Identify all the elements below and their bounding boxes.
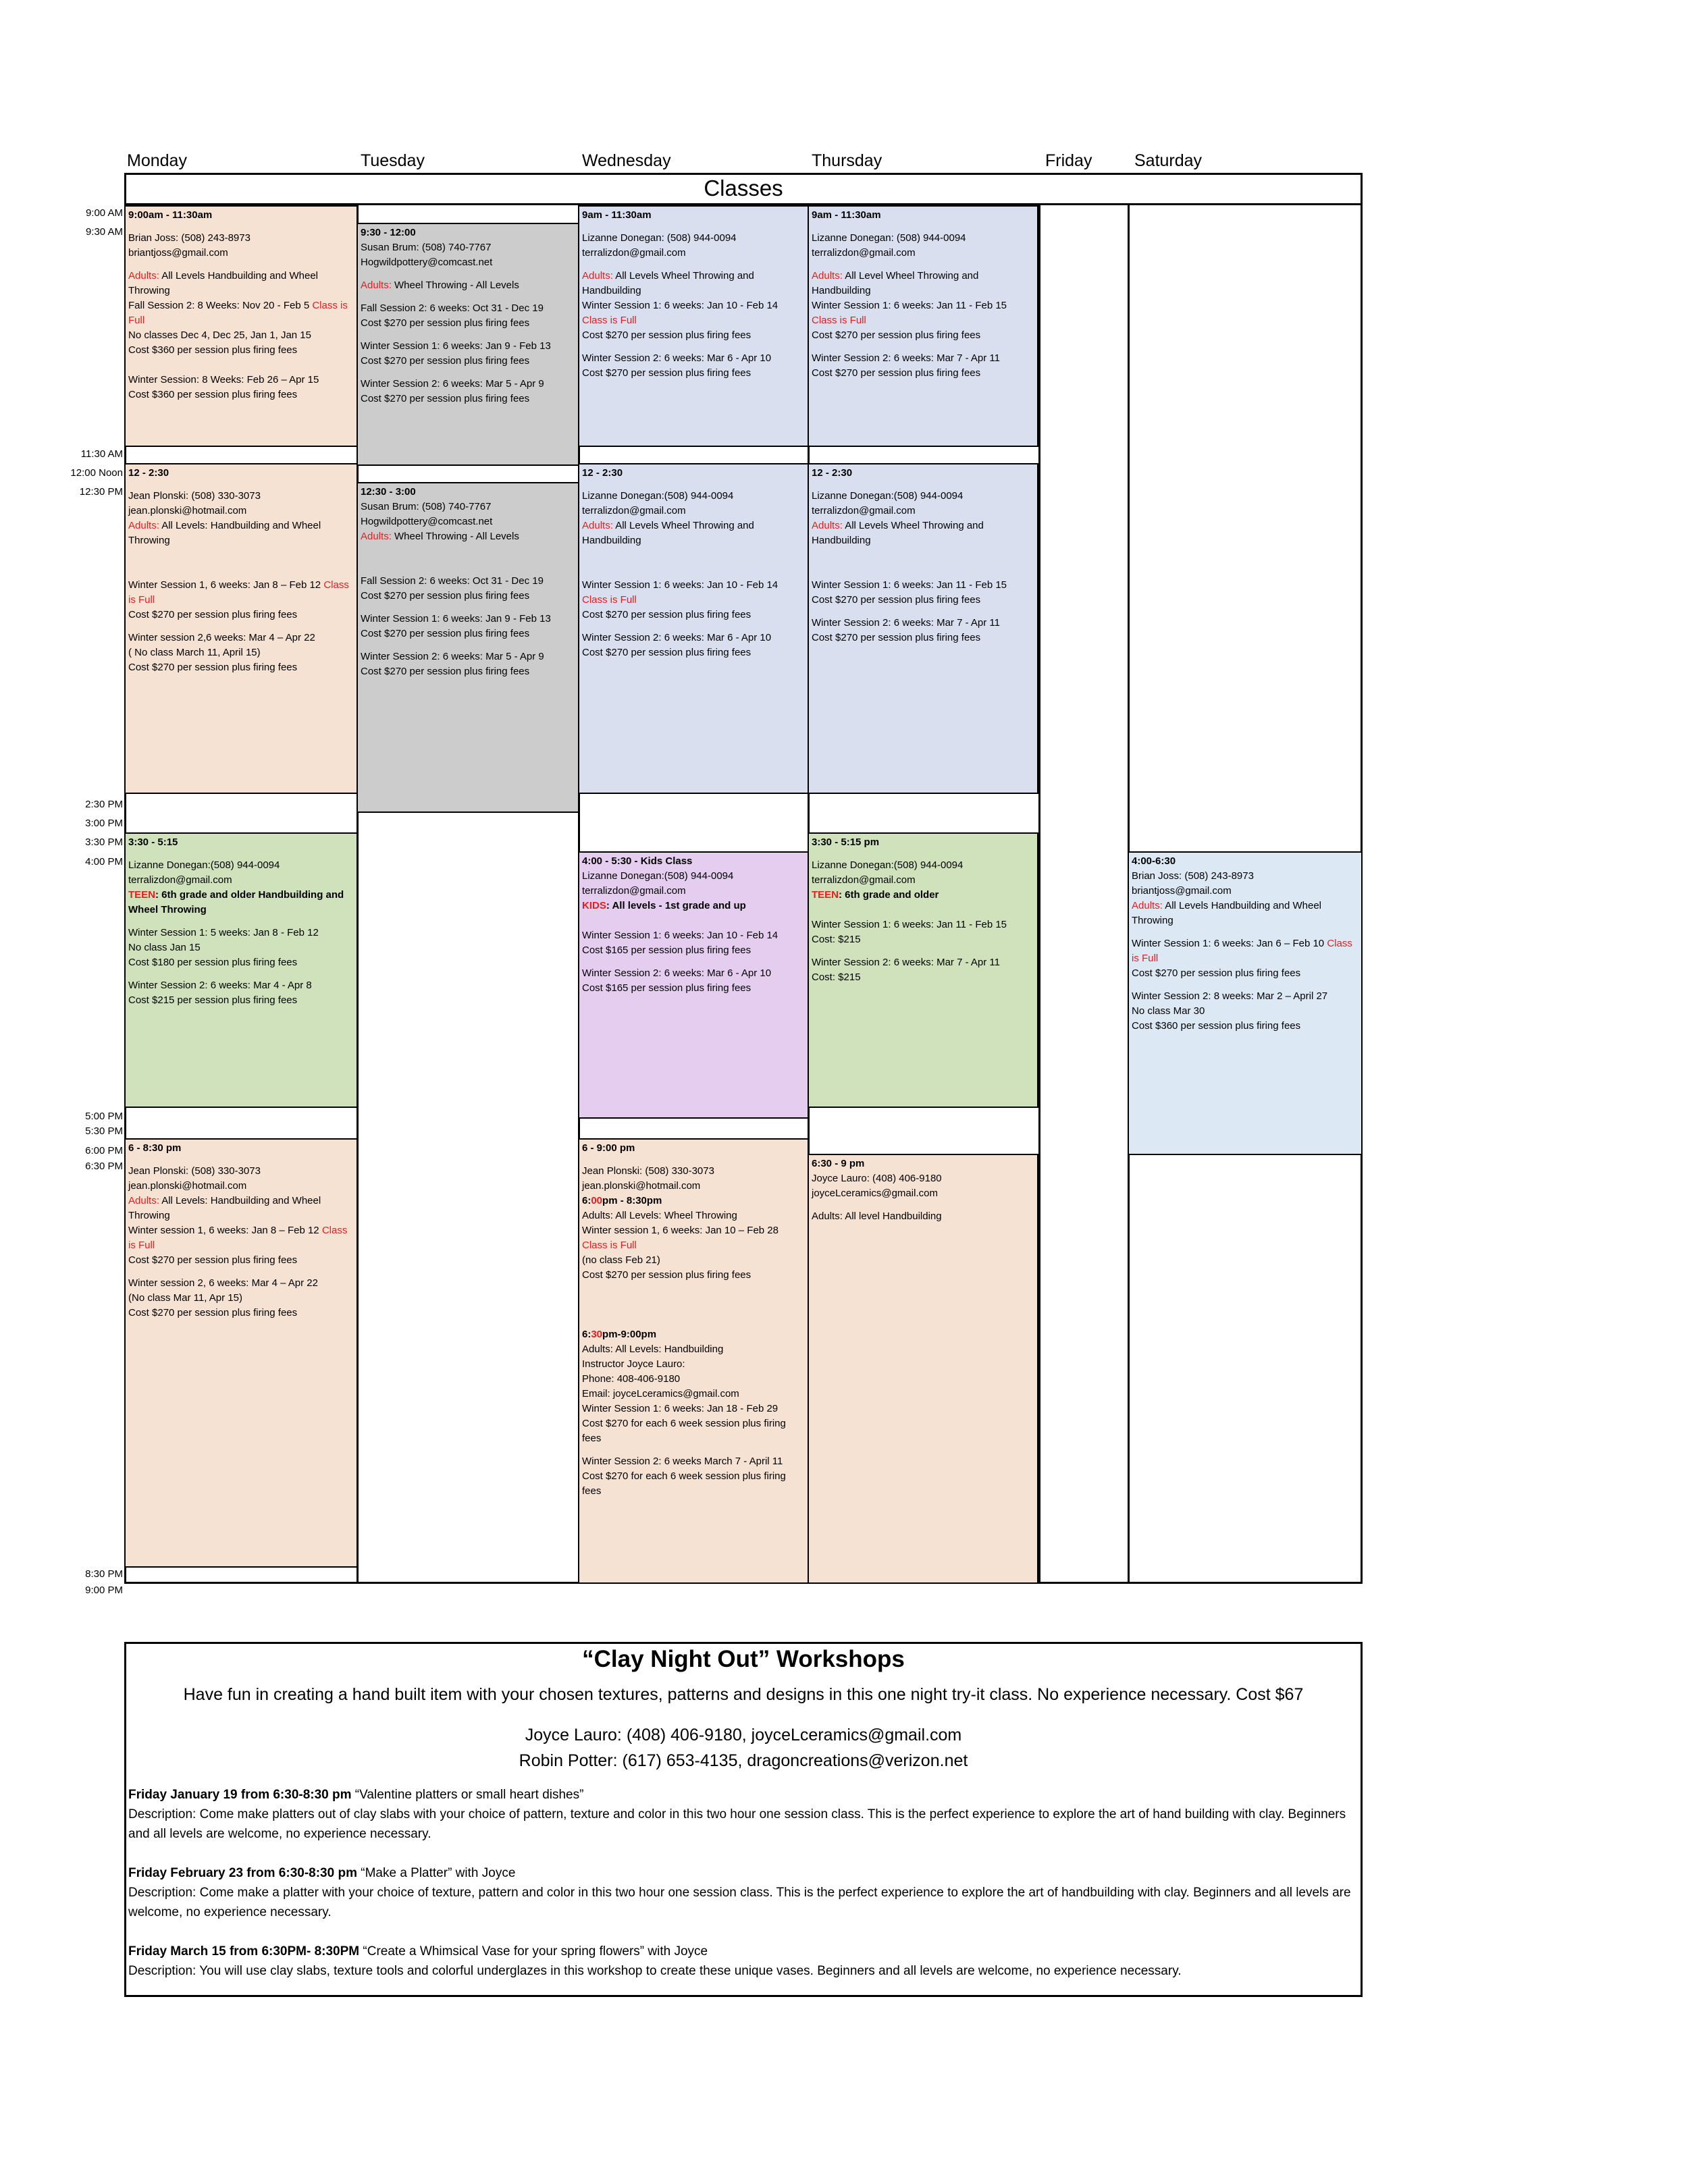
class-line: Lizanne Donegan: (508) 944-0094 xyxy=(582,232,737,244)
class-line: Cost: $215 xyxy=(812,934,861,945)
class-line xyxy=(361,270,575,278)
class-line: Cost $270 per session plus firing fees xyxy=(128,662,298,673)
class-line: TEEN: 6th grade and older xyxy=(812,889,939,901)
class-block-mon-eve xyxy=(124,1138,358,1568)
class-block-wed-noon xyxy=(578,463,809,794)
class-line xyxy=(812,481,1034,489)
class-block-thu-noon xyxy=(808,463,1038,794)
class-line: Adults: All Levels Wheel Throwing and Handbuilding xyxy=(582,520,754,546)
class-line: 12 - 2:30 xyxy=(582,467,623,479)
class-line: Winter Session 2: 6 weeks March 7 - April 11 xyxy=(582,1456,783,1467)
class-line xyxy=(128,917,354,926)
class-line: Cost $270 per session plus firing fees xyxy=(1132,967,1301,979)
class-block-thu-teen xyxy=(808,832,1038,1108)
class-line: terralizdon@gmail.com xyxy=(582,885,686,897)
time-label: 3:30 PM xyxy=(85,836,123,848)
class-line: Winter Session 1: 6 weeks: Jan 11 - Feb 15 Class is Full xyxy=(812,300,1007,326)
event-description: Description: You will use clay slabs, texture tools and colorful underglazes in this workshop to create these unique vases. Beginners and all levels are welcome, no experience necessary. xyxy=(128,1964,1182,1978)
time-label: 8:30 PM xyxy=(85,1568,123,1580)
class-line: 6:30 - 9 pm xyxy=(812,1158,865,1169)
day-wednesday: Wednesday xyxy=(582,151,671,170)
class-line xyxy=(582,1312,805,1327)
class-block-mon-teen xyxy=(124,832,358,1108)
class-line: (no class Feb 21) xyxy=(582,1254,660,1266)
time-label: 9:30 AM xyxy=(85,226,123,238)
class-line: Adults: All Levels: Handbuilding and Wheel Throwing xyxy=(128,1195,321,1221)
class-line: Adults: All level Handbuilding xyxy=(812,1210,942,1222)
class-line: 6:00pm - 8:30pm xyxy=(582,1195,662,1206)
time-label: 5:00 PM xyxy=(85,1111,123,1122)
day-thursday: Thursday xyxy=(812,151,882,170)
class-line: jean.plonski@hotmail.com xyxy=(128,505,247,516)
time-label: 11:30 AM xyxy=(80,448,123,460)
class-line: Winter session 2, 6 weeks: Mar 4 – Apr 22 xyxy=(128,1277,318,1289)
class-line: Cost $360 per session plus firing fees xyxy=(1132,1020,1301,1032)
class-line: terralizdon@gmail.com xyxy=(812,505,916,516)
day-monday: Monday xyxy=(127,151,187,170)
time-label: 2:30 PM xyxy=(85,799,123,810)
class-line: Cost $270 for each 6 week session plus firing fees xyxy=(582,1418,786,1444)
class-line: Cost $270 per session plus firing fees xyxy=(582,647,751,658)
class-line xyxy=(812,223,1034,231)
event-date: Friday March 15 from 6:30PM- 8:30PM xyxy=(128,1944,360,1959)
class-line xyxy=(582,261,805,269)
class-line xyxy=(582,343,805,351)
class-line xyxy=(812,343,1034,351)
class-line: (No class Mar 11, Apr 15) xyxy=(128,1292,242,1304)
class-line: Cost $270 per session plus firing fees xyxy=(582,329,751,341)
class-line: 3:30 - 5:15 xyxy=(128,836,178,848)
class-line: Cost $270 for each 6 week session plus firing fees xyxy=(582,1470,786,1497)
column-divider xyxy=(1038,205,1040,1584)
class-line: Winter Session 1: 6 weeks: Jan 10 - Feb 14 xyxy=(582,930,779,941)
class-line: Cost $270 per session plus firing fees xyxy=(812,632,981,643)
time-label: 12:30 PM xyxy=(79,486,123,498)
class-line: briantjoss@gmail.com xyxy=(1132,885,1232,897)
class-line: Phone: 408-406-9180 xyxy=(582,1373,681,1385)
class-line xyxy=(582,958,805,966)
class-line: Cost $270 per session plus firing fees xyxy=(812,594,981,606)
class-line: Winter Session 1: 6 weeks: Jan 18 - Feb 29 xyxy=(582,1403,779,1414)
class-line: Adults: All Levels: Handbuilding xyxy=(582,1343,724,1355)
event-description: Description: Come make platters out of clay slabs with your choice of pattern, texture and color in this two hour one session class. This is the perfect experience to explore the art of hand building with clay. Beginners and all levels are welcome, no experience necessary. xyxy=(128,1807,1346,1841)
class-line: Adults: All Levels Handbuilding and Wheel Throwing xyxy=(128,270,319,296)
class-line: Winter Session 1: 5 weeks: Jan 8 - Feb 12 xyxy=(128,927,319,938)
class-line: Cost: $215 xyxy=(812,971,861,983)
class-line: Cost $270 per session plus firing fees xyxy=(361,666,530,677)
class-line: terralizdon@gmail.com xyxy=(812,247,916,259)
workshop-event xyxy=(128,1863,1359,1922)
class-line: Cost $270 per session plus firing fees xyxy=(361,317,530,329)
class-line: Class is Full xyxy=(582,1240,637,1251)
class-line xyxy=(812,850,1034,858)
class-block-thu-am xyxy=(808,205,1038,447)
class-line: Cost $165 per session plus firing fees xyxy=(582,944,751,956)
class-line: 6:30pm-9:00pm xyxy=(582,1329,657,1340)
class-line: Winter Session 2: 6 weeks: Mar 7 - Apr 11 xyxy=(812,352,1001,364)
workshops-contact-joyce: Joyce Lauro: (408) 406-9180, joyceLceramics@gmail.com xyxy=(525,1726,962,1744)
class-line: Winter Session 1: 6 weeks: Jan 11 - Feb 15 xyxy=(812,919,1007,930)
class-line xyxy=(582,1283,805,1312)
class-line xyxy=(582,1156,805,1164)
class-line: Winter Session 1, 6 weeks: Jan 8 – Feb 12 Class is Full xyxy=(128,579,349,606)
time-label: 9:00 AM xyxy=(85,207,123,219)
class-line: Winter Session 2: 6 weeks: Mar 6 - Apr 10 xyxy=(582,632,772,643)
class-line: Brian Joss: (508) 243-8973 xyxy=(128,232,250,244)
class-line: Winter Session 1: 6 weeks: Jan 9 - Feb 13 xyxy=(361,340,551,352)
class-line: Adults: All Levels Wheel Throwing and Handbuilding xyxy=(812,520,984,546)
class-line xyxy=(582,223,805,231)
class-line: Winter Session 2: 6 weeks: Mar 6 - Apr 10 xyxy=(582,967,772,979)
class-line: Cost $270 per session plus firing fees xyxy=(361,628,530,639)
class-line: jean.plonski@hotmail.com xyxy=(128,1180,247,1192)
class-line xyxy=(361,544,575,574)
class-line: Fall Session 2: 6 weeks: Oct 31 - Dec 19 xyxy=(361,575,544,587)
class-line: Cost $270 per session plus firing fees xyxy=(128,1254,298,1266)
class-line: Lizanne Donegan:(508) 944-0094 xyxy=(812,490,964,502)
class-line: Winter session 1, 6 weeks: Jan 8 – Feb 12 Class is Full xyxy=(128,1225,348,1251)
class-line: terralizdon@gmail.com xyxy=(582,247,686,259)
class-line xyxy=(582,913,805,928)
class-line xyxy=(812,947,1034,955)
class-line: TEEN: 6th grade and older Handbuilding and Wheel Throwing xyxy=(128,889,344,915)
class-line: briantjoss@gmail.com xyxy=(128,247,228,259)
class-line: Lizanne Donegan:(508) 944-0094 xyxy=(582,490,734,502)
class-line xyxy=(361,641,575,649)
class-line xyxy=(812,548,1034,578)
class-line: Lizanne Donegan: (508) 944-0094 xyxy=(812,232,966,244)
class-line: Winter session 2,6 weeks: Mar 4 – Apr 22 xyxy=(128,632,315,643)
class-line: Winter Session 1: 6 weeks: Jan 10 - Feb 14 Class is Full xyxy=(582,300,779,326)
class-line: Jean Plonski: (508) 330-3073 xyxy=(128,1165,261,1177)
class-line: 9:30 - 12:00 xyxy=(361,227,416,238)
class-line: Cost $215 per session plus firing fees xyxy=(128,994,298,1006)
class-line: Cost $270 per session plus firing fees xyxy=(128,609,298,620)
class-block-wed-kids xyxy=(578,851,809,1119)
class-line: No class Mar 30 xyxy=(1132,1005,1205,1017)
class-line: Cost $180 per session plus firing fees xyxy=(128,957,298,968)
event-description: Description: Come make a platter with your choice of texture, pattern and color in this two hour one session class. This is the perfect experience to explore the art of handbuilding with clay. Beginners and all levels are welcome, no experience necessary. xyxy=(128,1886,1351,1919)
class-line: 4:00 - 5:30 - Kids Class xyxy=(582,855,693,867)
class-block-thu-eve xyxy=(808,1154,1038,1584)
class-line: Hogwildpottery@comcast.net xyxy=(361,516,493,527)
class-line xyxy=(361,369,575,377)
class-block-wed-am xyxy=(578,205,809,447)
time-label: 12:00 Noon xyxy=(70,467,123,479)
class-line: No class Jan 15 xyxy=(128,942,201,953)
class-line xyxy=(128,481,354,489)
class-line: Adults: All Levels: Handbuilding and Wheel Throwing xyxy=(128,520,321,546)
class-line: Email: joyceLceramics@gmail.com xyxy=(582,1388,739,1400)
class-line xyxy=(128,548,354,578)
class-line xyxy=(361,604,575,612)
class-line: Susan Brum: (508) 740-7767 xyxy=(361,242,492,253)
class-line: Lizanne Donegan:(508) 944-0094 xyxy=(812,859,964,871)
time-label: 5:30 PM xyxy=(85,1125,123,1137)
day-saturday: Saturday xyxy=(1134,151,1203,170)
event-date: Friday January 19 from 6:30-8:30 pm xyxy=(128,1788,352,1802)
class-line: 12 - 2:30 xyxy=(812,467,853,479)
class-line: Winter session 1, 6 weeks: Jan 10 – Feb 28 xyxy=(582,1225,779,1236)
class-line: Adults: All Levels Handbuilding and Wheel Throwing xyxy=(1132,900,1322,926)
class-block-tue-pm xyxy=(357,482,579,813)
class-block-mon-am xyxy=(124,205,358,447)
time-label: 6:30 PM xyxy=(85,1161,123,1172)
class-line: Winter Session 2: 6 weeks: Mar 7 - Apr 11 xyxy=(812,617,1001,629)
class-line: Winter Session: 8 Weeks: Feb 26 – Apr 15 xyxy=(128,374,319,385)
class-line: Cost $270 per session plus firing fees xyxy=(582,367,751,379)
class-line: Cost $360 per session plus firing fees xyxy=(128,389,298,400)
class-line xyxy=(361,293,575,301)
workshop-event xyxy=(128,1942,1359,1981)
time-label: 4:00 PM xyxy=(85,856,123,868)
class-line: 9am - 11:30am xyxy=(812,209,881,221)
class-line: KIDS: All levels - 1st grade and up xyxy=(582,900,746,911)
class-line xyxy=(128,970,354,978)
class-line: Winter Session 2: 8 weeks: Mar 2 – April 27 xyxy=(1132,990,1328,1002)
class-line xyxy=(582,548,805,578)
time-label: 6:00 PM xyxy=(85,1145,123,1156)
day-friday: Friday xyxy=(1045,151,1092,170)
class-line: 4:00-6:30 xyxy=(1132,855,1176,867)
class-line xyxy=(361,331,575,339)
class-line: Cost $270 per session plus firing fees xyxy=(812,367,981,379)
class-line: 6 - 8:30 pm xyxy=(128,1142,182,1154)
time-label: 9:00 PM xyxy=(85,1584,123,1596)
class-line: Adults: Wheel Throwing - All Levels xyxy=(361,279,519,291)
class-line: Winter Session 1: 6 weeks: Jan 10 - Feb 14 Class is Full xyxy=(582,579,779,606)
class-line: Cost $270 per session plus firing fees xyxy=(361,355,530,367)
class-line: ( No class March 11, April 15) xyxy=(128,647,261,658)
event-name: “Make a Platter” with Joyce xyxy=(357,1866,516,1880)
event-date: Friday February 23 from 6:30-8:30 pm xyxy=(128,1866,357,1880)
class-line: Winter Session 2: 6 weeks: Mar 4 - Apr 8 xyxy=(128,980,312,991)
class-line xyxy=(582,1446,805,1454)
class-line: Adults: All Levels: Wheel Throwing xyxy=(582,1210,737,1221)
class-line: Winter Session 2: 6 weeks: Mar 5 - Apr 9 xyxy=(361,378,544,390)
class-line: Fall Session 2: 8 Weeks: Nov 20 - Feb 5 Class is Full xyxy=(128,300,348,326)
class-line xyxy=(128,850,354,858)
classes-title: Classes xyxy=(124,173,1363,205)
class-line: Brian Joss: (508) 243-8973 xyxy=(1132,870,1254,882)
day-tuesday: Tuesday xyxy=(361,151,425,170)
class-line: terralizdon@gmail.com xyxy=(128,874,232,886)
class-line: Susan Brum: (508) 740-7767 xyxy=(361,501,492,512)
class-line xyxy=(812,903,1034,917)
class-block-mon-noon xyxy=(124,463,358,794)
class-line: Hogwildpottery@comcast.net xyxy=(361,257,493,268)
class-line: Cost $270 per session plus firing fees xyxy=(812,329,981,341)
class-line: terralizdon@gmail.com xyxy=(812,874,916,886)
class-line: No classes Dec 4, Dec 25, Jan 1, Jan 15 xyxy=(128,329,311,341)
class-line xyxy=(1132,928,1359,936)
class-line: 12 - 2:30 xyxy=(128,467,169,479)
class-line: joyceLceramics@gmail.com xyxy=(812,1188,938,1199)
class-line: Jean Plonski: (508) 330-3073 xyxy=(128,490,261,502)
class-line: Cost $270 per session plus firing fees xyxy=(361,393,530,404)
class-line: terralizdon@gmail.com xyxy=(582,505,686,516)
workshops-title: “Clay Night Out” Workshops xyxy=(582,1646,905,1672)
class-line: Cost $270 per session plus firing fees xyxy=(361,590,530,602)
time-label: 3:00 PM xyxy=(85,818,123,829)
class-line xyxy=(812,261,1034,269)
workshops-intro: Have fun in creating a hand built item with your chosen textures, patterns and designs in this one night try-it class. No experience necessary. Cost $67 xyxy=(183,1685,1304,1704)
class-line: Winter Session 2: 6 weeks: Mar 7 - Apr 11 xyxy=(812,957,1001,968)
class-line xyxy=(582,481,805,489)
class-line: Winter Session 2: 6 weeks: Mar 5 - Apr 9 xyxy=(361,651,544,662)
class-line xyxy=(128,261,354,269)
class-line xyxy=(128,358,354,373)
class-line: Fall Session 2: 6 weeks: Oct 31 - Dec 19 xyxy=(361,302,544,314)
class-line: Cost $270 per session plus firing fees xyxy=(582,609,751,620)
class-line: Jean Plonski: (508) 330-3073 xyxy=(582,1165,714,1177)
class-line: Winter Session 2: 6 weeks: Mar 6 - Apr 10 xyxy=(582,352,772,364)
class-line: Cost $360 per session plus firing fees xyxy=(128,344,298,356)
class-line: jean.plonski@hotmail.com xyxy=(582,1180,701,1192)
class-line xyxy=(1132,981,1359,989)
class-line: Adults: All Level Wheel Throwing and Handbuilding xyxy=(812,270,979,296)
class-line: 6 - 9:00 pm xyxy=(582,1142,635,1154)
class-line: Lizanne Donegan:(508) 944-0094 xyxy=(128,859,280,871)
class-line xyxy=(128,1268,354,1276)
class-line: Cost $270 per session plus firing fees xyxy=(128,1307,298,1319)
workshop-event xyxy=(128,1785,1359,1844)
class-line: 3:30 - 5:15 pm xyxy=(812,836,880,848)
class-line xyxy=(128,1156,354,1164)
class-line: Lizanne Donegan:(508) 944-0094 xyxy=(582,870,734,882)
class-line: Winter Session 1: 6 weeks: Jan 6 – Feb 10 Class is Full xyxy=(1132,938,1352,964)
event-name: “Create a Whimsical Vase for your spring flowers” with Joyce xyxy=(359,1944,708,1959)
class-block-tue-am xyxy=(357,223,579,466)
class-line xyxy=(128,622,354,631)
class-line: Cost $270 per session plus firing fees xyxy=(582,1269,751,1281)
class-line: 9am - 11:30am xyxy=(582,209,652,221)
class-line: Cost $165 per session plus firing fees xyxy=(582,982,751,994)
class-line: Adults: Wheel Throwing - All Levels xyxy=(361,531,519,542)
class-line: Joyce Lauro: (408) 406-9180 xyxy=(812,1173,942,1184)
class-line: Adults: All Levels Wheel Throwing and Handbuilding xyxy=(582,270,754,296)
class-line: 9:00am - 11:30am xyxy=(128,209,213,221)
class-line: 12:30 - 3:00 xyxy=(361,486,416,498)
event-name: “Valentine platters or small heart dishes” xyxy=(351,1788,584,1802)
class-line xyxy=(582,622,805,631)
class-line: Winter Session 1: 6 weeks: Jan 9 - Feb 13 xyxy=(361,613,551,624)
class-block-sat-pm xyxy=(1128,851,1363,1155)
class-line xyxy=(812,1201,1034,1209)
class-line xyxy=(128,223,354,231)
class-line xyxy=(812,608,1034,616)
class-line: Instructor Joyce Lauro: xyxy=(582,1358,685,1370)
workshops-contact-robin: Robin Potter: (617) 653-4135, dragoncreations@verizon.net xyxy=(519,1751,968,1770)
class-line: Winter Session 1: 6 weeks: Jan 11 - Feb 15 xyxy=(812,579,1007,591)
class-block-wed-eve xyxy=(578,1138,809,1584)
